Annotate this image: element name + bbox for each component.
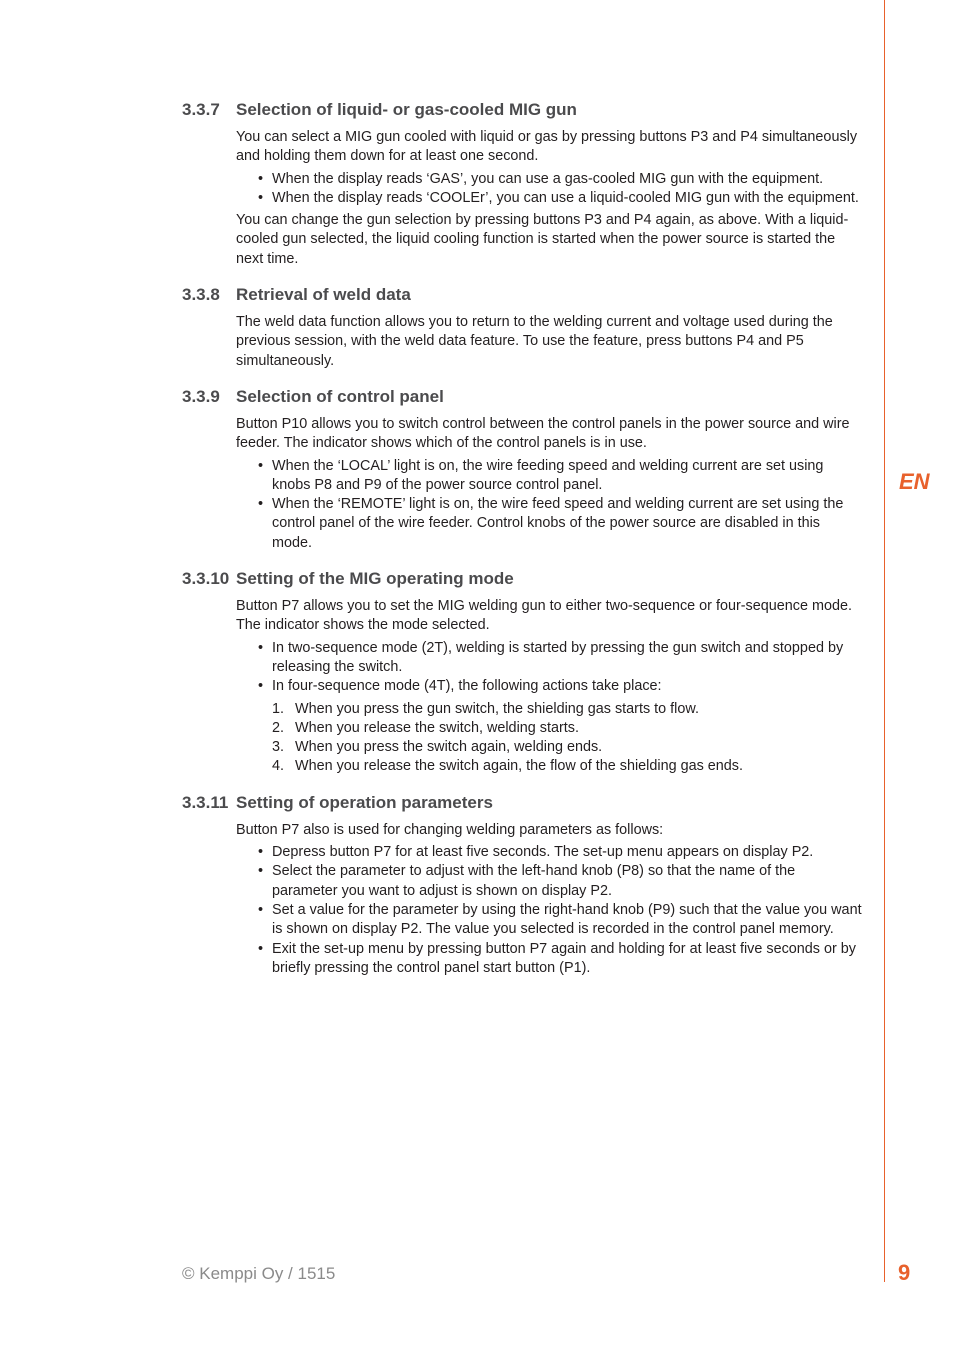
section-number: 3.3.11 [182, 792, 229, 812]
section-number: 3.3.8 [182, 285, 220, 305]
footer-copyright: © Kemppi Oy / 1515 [182, 1264, 336, 1283]
section-3-3-8 [182, 285, 862, 371]
paragraph: Button P7 also is used for changing welding parameters as follows: [236, 821, 664, 838]
list-item: • When the display reads ‘GAS’, you can use a gas-cooled MIG gun with the equipment. [258, 170, 824, 187]
bullet-list [236, 170, 862, 209]
step-item: 3. When you press the switch again, welding ends. [272, 739, 603, 756]
paragraph: The weld data function allows you to return to the welding current and voltage used during the previous session, with the weld data feature. To use the feature, press buttons P4 and P5 simultaneously. [236, 314, 833, 369]
page-number: 9 [898, 1260, 911, 1285]
list-item: • In four-sequence mode (4T), the following actions take place: [258, 678, 662, 695]
section-title: Setting of the MIG operating mode [236, 569, 514, 589]
bullet-list [236, 639, 862, 697]
step-item: 1. When you press the gun switch, the shielding gas starts to flow. [272, 700, 699, 717]
page-content [182, 100, 862, 994]
section-heading [182, 100, 862, 120]
section-title: Retrieval of weld data [236, 285, 411, 305]
language-tab: EN [899, 469, 930, 494]
section-3-3-7 [182, 100, 862, 269]
section-title: Selection of control panel [236, 386, 444, 406]
list-item: • Depress button P7 for at least five seconds. The set-up menu appears on display P2. [258, 844, 814, 861]
section-number: 3.3.9 [182, 386, 220, 406]
bullet-list [236, 843, 862, 978]
list-item: • When the ‘LOCAL’ light is on, the wire feeding speed and welding current are set using knobs P8 and P9 of the power source control panel. [258, 457, 824, 493]
paragraph: You can select a MIG gun cooled with liquid or gas by pressing buttons P3 and P4 simultaneously and holding them down for at least one second. [236, 129, 858, 165]
margin-rule [884, 0, 885, 1282]
list-item: • Set a value for the parameter by using the right-hand knob (P9) such that the value you want is shown on display P2. The value you selected is recorded in the control panel memory. [258, 901, 862, 938]
list-item: • When the display reads ‘COOLEr’, you can use a liquid-cooled MIG gun with the equipment. [258, 189, 859, 206]
section-3-3-11 [182, 793, 862, 978]
paragraph: Button P10 allows you to switch control between the control panels in the power source and wire feeder. The indicator shows which of the control panels is in use. [236, 415, 850, 452]
paragraph: Button P7 allows you to set the MIG welding gun to either two-sequence or four-sequence mode. The indicator shows the mode selected. [236, 598, 852, 634]
step-item: 2. When you release the switch, welding starts. [272, 719, 579, 736]
section-title: Setting of operation parameters [236, 792, 493, 812]
paragraph: You can change the gun selection by pressing buttons P3 and P4 again, as above. With a liquid-cooled gun selected, the liquid cooling function is started when the power source is started the next time. [236, 212, 849, 267]
numbered-list [236, 700, 862, 777]
section-heading [182, 569, 862, 589]
step-item: 4. When you release the switch again, the flow of the shielding gas ends. [272, 758, 743, 775]
list-item: • In two-sequence mode (2T), welding is started by pressing the gun switch and stopped by releasing the switch. [258, 639, 844, 675]
section-number: 3.3.7 [182, 100, 220, 119]
bullet-list [236, 457, 862, 553]
section-3-3-9 [182, 387, 862, 553]
section-number: 3.3.10 [182, 569, 230, 589]
section-heading [182, 285, 862, 305]
section-heading [182, 793, 862, 813]
section-heading [182, 387, 862, 407]
list-item: • Select the parameter to adjust with the left-hand knob (P8) so that the name of the parameter you want to adjust is shown on display P2. [258, 863, 796, 899]
section-3-3-10 [182, 569, 862, 777]
section-title: Selection of liquid- or gas-cooled MIG gun [236, 100, 577, 119]
list-item: • Exit the set-up menu by pressing button P7 again and holding for at least five seconds or by briefly pressing the control panel start button (P1). [258, 940, 856, 976]
list-item: • When the ‘REMOTE’ light is on, the wire feed speed and welding current are set using the control panel of the wire feeder. Control knobs of the power source are disabled in this mode. [258, 496, 844, 551]
